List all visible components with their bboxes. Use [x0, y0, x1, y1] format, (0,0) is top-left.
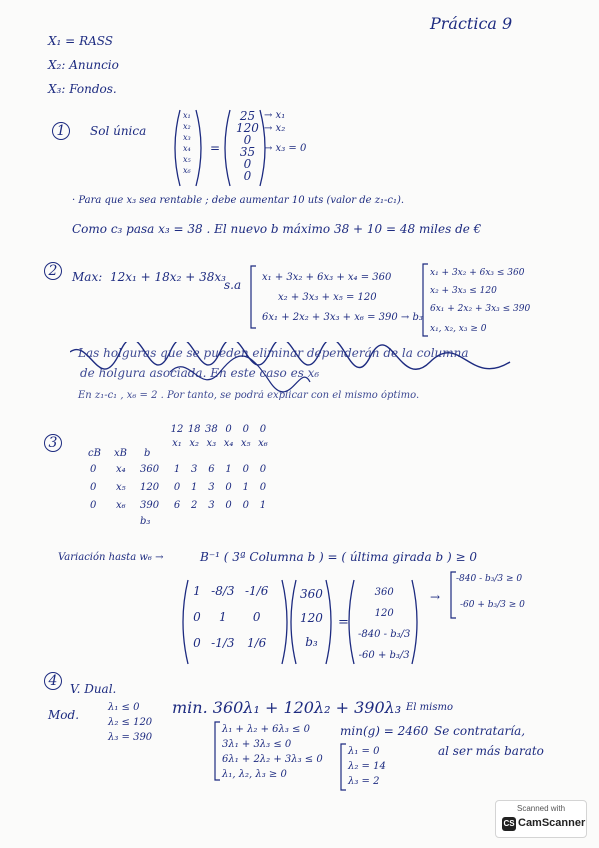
s3-matrix-cell: 1 [219, 610, 227, 624]
s1-var: x₄ [183, 144, 191, 153]
s4-note-1: Se contrataría, [434, 724, 526, 738]
s1-value: 0 [243, 157, 252, 171]
s3-cell: 3 [208, 500, 215, 511]
s3-matrix-row-1 [190, 584, 272, 598]
s1-value: 35 [239, 145, 256, 159]
variable-2-symbol: X₂: [48, 58, 66, 72]
camscanner-badge [495, 800, 587, 838]
section-2-sa: s.a [224, 278, 242, 292]
s4-duals [108, 700, 152, 745]
s3-result-cell: -60 + b₃/3 [358, 650, 410, 661]
s3-matrix-row-2 [190, 610, 272, 624]
page-title: Práctica 9 [430, 14, 513, 33]
s4-lambda-values [348, 744, 386, 789]
section-2-number: 2 [44, 262, 62, 280]
s3-row-2-vals [170, 482, 270, 493]
section-1-line-2: Como c₃ pasa x₃ = 38 . El nuevo b máximo 38 + 10 = 48 miles de € [72, 222, 482, 236]
section-1-value-column [236, 110, 259, 182]
s4-lambda-brace [338, 742, 348, 792]
s3-row-3-xb: x₆ [116, 500, 126, 511]
section-2-brace [248, 264, 258, 330]
s3-cost: 12 [170, 424, 184, 435]
s3-cell: 1 [191, 482, 198, 493]
s3-hvar: x₆ [258, 438, 268, 449]
section-2-brace-right [420, 262, 430, 338]
s3-hvar: x₁ [172, 438, 182, 449]
variable-2 [48, 58, 119, 72]
s3-cell: 6 [173, 500, 181, 511]
section-2-objective: 12x₁ + 18x₂ + 38x₃ [110, 270, 226, 284]
s3-row-2-b: 120 [140, 482, 160, 493]
s3-col-xb: xB [114, 448, 127, 459]
s3-matrix-cell: 0 [193, 610, 201, 624]
s3-matrix-row-3 [190, 636, 272, 650]
s4-dual: λ₂ ≤ 120 [108, 717, 153, 728]
s4-brace [212, 720, 222, 782]
s3-cell: 1 [225, 464, 232, 475]
s3-cost: 0 [242, 424, 249, 435]
variable-1 [48, 34, 113, 48]
s3-result-cell: -840 - b₃/3 [358, 629, 411, 640]
s3-matrix-cell: -1/3 [211, 636, 235, 650]
s4-note-2: al ser más barato [438, 744, 544, 758]
s4-lambda: λ₃ = 2 [348, 776, 380, 787]
s3-condition-2: -60 + b₃/3 ≥ 0 [460, 600, 525, 610]
s3-row-1-b: 360 [140, 464, 160, 475]
s3-matrix-cell: 0 [252, 610, 261, 624]
s4-dual: λ₁ ≤ 0 [108, 702, 140, 713]
svg-text:=: = [210, 141, 221, 155]
s3-cell: 0 [225, 500, 232, 511]
s3-result-cell: 360 [374, 587, 394, 598]
s2-constraint-3: 6x₁ + 2x₂ + 3x₃ + x₆ = 390 → b₃ [262, 312, 423, 323]
s3-cell: 1 [242, 482, 249, 493]
s4-objective: min. 360λ₁ + 120λ₂ + 390λ₃ [172, 698, 402, 717]
s3-hvar: x₄ [223, 438, 234, 449]
s3-row-1-vals [170, 464, 270, 475]
s4-el-mismo: El mismo [406, 702, 453, 713]
variable-3-name: Fondos. [69, 82, 117, 96]
variable-1-symbol: X₁ = [48, 34, 76, 48]
s3-cell: 3 [191, 464, 198, 475]
s4-lambda: λ₁ = 0 [348, 746, 380, 757]
section-1-number: 1 [52, 122, 70, 140]
s3-cost: 38 [205, 424, 218, 435]
variable-3-symbol: X₃: [48, 82, 66, 96]
s2-right-2: x₂ + 3x₃ ≤ 120 [430, 286, 497, 296]
s3-cost: 18 [187, 424, 201, 435]
section-4-number: 4 [44, 672, 62, 690]
s3-bvec-cell: 120 [300, 611, 323, 625]
s3-cost: 0 [225, 424, 232, 435]
s1-arrow-3: → x₃ = 0 [264, 143, 307, 154]
s1-arrow-1: → x₁ [264, 110, 286, 121]
s3-cost: 0 [259, 424, 267, 435]
s3-matrix-cell: 1/6 [247, 636, 267, 650]
s1-var: x₁ [183, 111, 191, 120]
s3-matrix-cell: -1/6 [244, 584, 269, 598]
s3-cell: 0 [173, 482, 181, 493]
s1-value: 0 [243, 133, 252, 147]
s4-constraint: λ₁ + λ₂ + 6λ₃ ≤ 0 [222, 724, 310, 735]
section-4-label: V. Dual. [70, 682, 117, 696]
variable-1-name: RASS [79, 34, 113, 48]
s2-right-1: x₁ + 3x₂ + 6x₃ ≤ 360 [430, 268, 525, 278]
s1-arrow-2: → x₂ [264, 123, 286, 134]
section-4-model: Mod. [48, 708, 80, 722]
section-3-number: 3 [44, 434, 62, 452]
section-1-label: Sol única [90, 124, 147, 138]
section-1-var-column [183, 110, 191, 176]
section-1-line-1: · Para que x₃ sea rentable ; debe aumentar 10 uts (valor de z₁-c₁). [72, 195, 405, 206]
s4-dual: λ₃ = 390 [108, 732, 153, 743]
s3-variation-expr: B⁻¹ ( 3ª Columna b ) = ( última girada b ) ≥ 0 [200, 550, 477, 564]
badge-line-1: Scanned with [516, 804, 566, 813]
s3-header-costs [170, 424, 270, 435]
s1-value: 0 [243, 169, 252, 183]
s2-right-4: x₁, x₂, x₃ ≥ 0 [430, 324, 487, 334]
s1-var: x₂ [183, 122, 191, 131]
s3-row-3-cb: 0 [90, 500, 97, 511]
s2-right-3: 6x₁ + 2x₂ + 3x₃ ≤ 390 [430, 304, 531, 314]
s2-constraint-2: x₂ + 3x₃ + x₅ = 120 [278, 292, 377, 303]
s3-cell: 0 [259, 482, 267, 493]
s1-value: 120 [236, 121, 259, 135]
s3-matrix-cell: 1 [193, 584, 201, 598]
s1-value: 25 [239, 109, 256, 123]
s3-row-1-xb: x₄ [116, 464, 126, 475]
s3-arrow: → [430, 590, 441, 604]
s3-cell: 1 [173, 464, 181, 475]
s3-hvar: x₂ [189, 438, 200, 449]
s3-header-vars [170, 438, 270, 449]
section-2-label: Max: [72, 270, 103, 284]
s3-cell: 6 [208, 464, 215, 475]
badge-line-2: CamScanner [518, 817, 586, 829]
s3-bvec-cell: b₃ [305, 635, 318, 649]
s3-col-cb: cB [88, 448, 101, 459]
s3-row-2-xb: x₅ [116, 482, 126, 493]
s3-cell: 0 [225, 482, 232, 493]
s3-bvec-cell: 360 [300, 587, 323, 601]
s3-matrix-cell: -8/3 [211, 584, 235, 598]
s3-hvar: x₅ [240, 438, 251, 449]
s3-row-3-vals [170, 500, 270, 511]
s3-cell: 0 [242, 500, 249, 511]
s3-cell: 0 [259, 464, 267, 475]
s2-scribble-1: Las holguras que se pueden eliminar dependerán de la columna [78, 346, 469, 360]
camscanner-logo-icon: CS [502, 817, 516, 831]
s1-var: x₃ [183, 133, 191, 142]
variable-2-name: Anuncio [69, 58, 119, 72]
s3-b-vector [300, 582, 323, 654]
s3-result-cell: 120 [374, 608, 394, 619]
s3-variation-label: Variación hasta w₆ → [58, 552, 164, 563]
s3-row-3-b: 390 [140, 500, 160, 511]
s3-condition-1: -840 - b₃/3 ≥ 0 [456, 574, 523, 584]
s2-scribble-3: En z₁-c₁ , x₆ = 2 . Por tanto, se podrá explicar con el mismo óptimo. [78, 390, 420, 401]
s3-cell: 3 [208, 482, 215, 493]
s3-hvar: x₃ [206, 438, 217, 449]
s3-cell: 2 [191, 500, 198, 511]
s3-cell: 0 [242, 464, 249, 475]
s4-min-result: min(g) = 2460 [340, 724, 429, 738]
s3-result-vector [358, 582, 410, 666]
s3-row-2-cb: 0 [90, 482, 97, 493]
s4-constraint: 3λ₁ + 3λ₃ ≤ 0 [222, 739, 292, 750]
strike-through-scribble [70, 342, 530, 402]
s4-lambda: λ₂ = 14 [348, 761, 386, 772]
s3-row-1-cb: 0 [90, 464, 97, 475]
s3-matrix-cell: 0 [193, 636, 201, 650]
s2-scribble-2: de holgura asociada. En este caso es x₆ [80, 366, 320, 380]
s4-constraints [222, 722, 323, 782]
s1-var: x₅ [183, 155, 191, 164]
s4-constraint: λ₁, λ₂, λ₃ ≥ 0 [222, 769, 287, 780]
variable-3 [48, 82, 117, 96]
svg-text:=: = [338, 615, 349, 630]
s4-constraint: 6λ₁ + 2λ₂ + 3λ₃ ≤ 0 [222, 754, 323, 765]
s1-var: x₆ [183, 166, 191, 175]
s2-constraint-1: x₁ + 3x₂ + 6x₃ + x₄ = 360 [262, 272, 392, 283]
s3-extra: b₃ [140, 516, 151, 527]
s3-cell: 1 [259, 500, 267, 511]
s3-col-b: b [144, 448, 151, 459]
